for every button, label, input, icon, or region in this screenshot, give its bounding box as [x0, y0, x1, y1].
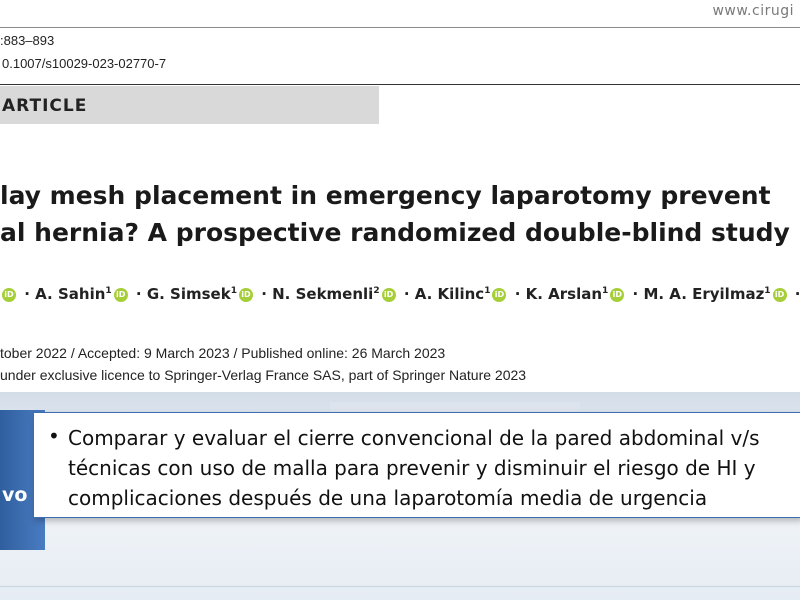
orcid-icon[interactable]: iD	[239, 288, 253, 302]
author-separator: ·	[135, 285, 147, 303]
header-divider	[0, 27, 800, 28]
author-affiliation: 1	[230, 286, 237, 296]
author-name: G. Simsek	[146, 285, 231, 303]
orcid-icon[interactable]: iD	[382, 288, 396, 302]
orcid-icon[interactable]: iD	[492, 288, 506, 302]
article-title-line-1: lay mesh placement in emergency laparotomy prevent	[0, 181, 771, 210]
author-affiliation: 1	[484, 286, 491, 296]
author-affiliation: 1	[602, 286, 609, 296]
author-separator: ·	[514, 285, 526, 303]
author-name: A. Kilinc	[414, 285, 485, 303]
orcid-icon[interactable]: iD	[114, 288, 128, 302]
article-type-label: ARTICLE	[2, 96, 88, 116]
doi: 0.1007/s10029-023-02770-7	[2, 56, 167, 71]
journal-url: www.cirugi	[712, 3, 794, 19]
publication-dates: tober 2022 / Accepted: 9 March 2023 / Published online: 26 March 2023	[0, 345, 446, 361]
author-name: M. A. Eryilmaz	[643, 285, 765, 303]
orcid-icon[interactable]: iD	[2, 288, 16, 302]
orcid-icon[interactable]: iD	[773, 288, 787, 302]
author-separator: ·	[261, 285, 273, 303]
author-name: N. Sekmenli	[272, 285, 374, 303]
orcid-icon[interactable]: iD	[610, 288, 624, 302]
author-separator: ·	[403, 285, 415, 303]
licence-notice: under exclusive licence to Springer-Verlag France SAS, part of Springer Nature 2023	[0, 367, 527, 383]
author-separator: ·	[794, 285, 800, 303]
article-title-line-2: al hernia? A prospective randomized double-blind study	[0, 218, 790, 247]
bottom-divider	[0, 586, 800, 587]
author-separator: ·	[632, 285, 644, 303]
objective-side-label: vo	[2, 484, 28, 506]
author-name: A. Sahin	[35, 285, 106, 303]
objective-text: Comparar y evaluar el cierre convencional de la pared abdominal v/s técnicas con uso de malla para prevenir y disminuir el riesgo de HI y complicaciones después de una laparotomía media de urgencia	[68, 426, 760, 510]
author-separator: ·	[24, 285, 36, 303]
author-affiliation: 1	[764, 286, 771, 296]
author-affiliation: 1	[105, 286, 112, 296]
article-divider	[0, 84, 800, 85]
author-name: K. Arslan	[525, 285, 603, 303]
author-affiliation: 2	[373, 286, 380, 296]
author-list	[0, 285, 800, 303]
page-range: :883–893	[0, 33, 55, 48]
bullet-marker: •	[48, 424, 60, 448]
